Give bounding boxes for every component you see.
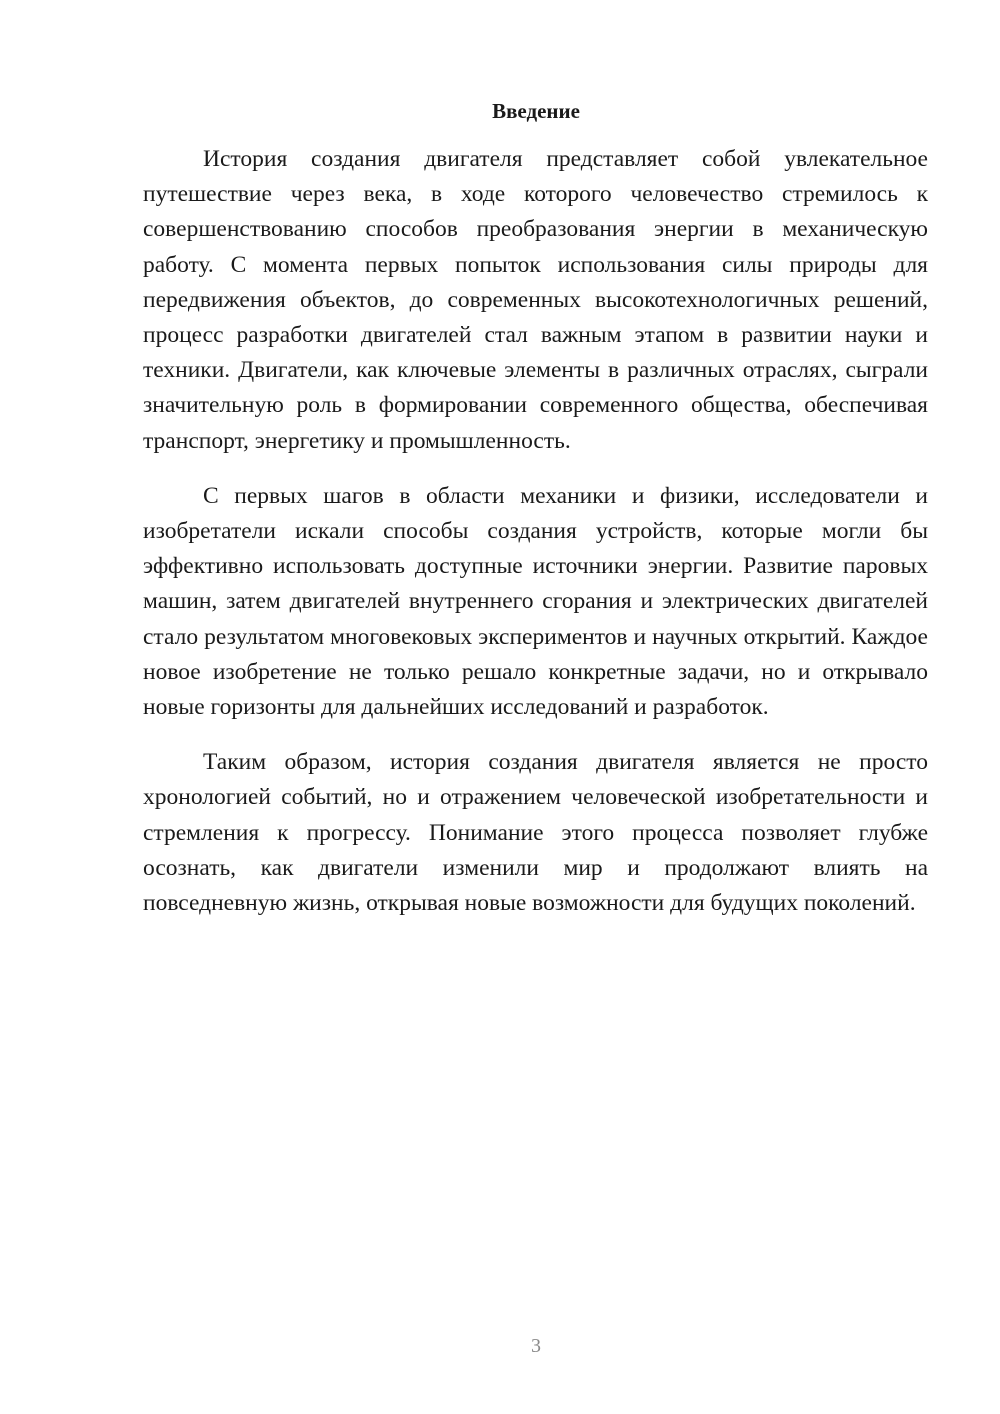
page-number: 3 — [531, 1335, 541, 1357]
paragraph-2: С первых шагов в области механики и физики, исследователи и изобретатели искали способы создания устройств, которые могли бы эффективно использовать доступные источники энергии. Развитие паровых машин, затем двигателей внутреннего сгорания и электрических двигателей стало результатом многовековых экспериментов и научных открытий. Каждое новое изобретение не только решало конкретные задачи, но и открывало новые горизонты для дальнейших исследований и разработок. — [143, 482, 928, 721]
body-text — [143, 142, 928, 921]
paragraph-1: История создания двигателя представляет собой увлекательное путешествие через века, в ходе которого человечество стремилось к совершенствованию способов преобразования энергии в механическую работу. С момента первых попыток использования силы природы для передвижения объектов, до современных высокотехнологичных решений, процесс разработки двигателей стал важным этапом в развитии науки и техники. Двигатели, как ключевые элементы в различных отраслях, сыграли значительную роль в формировании современного общества, обеспечивая транспорт, энергетику и промышленность. — [143, 146, 928, 454]
section-title: Введение — [492, 99, 580, 123]
paragraph-3: Таким образом, история создания двигателя является не просто хронологией событий, но и отражением человеческой изобретательности и стремления к прогрессу. Понимание этого процесса позволяет глубже осознать, как двигатели изменили мир и продолжают влиять на повседневную жизнь, открывая новые возможности для будущих поколений. — [143, 749, 928, 917]
